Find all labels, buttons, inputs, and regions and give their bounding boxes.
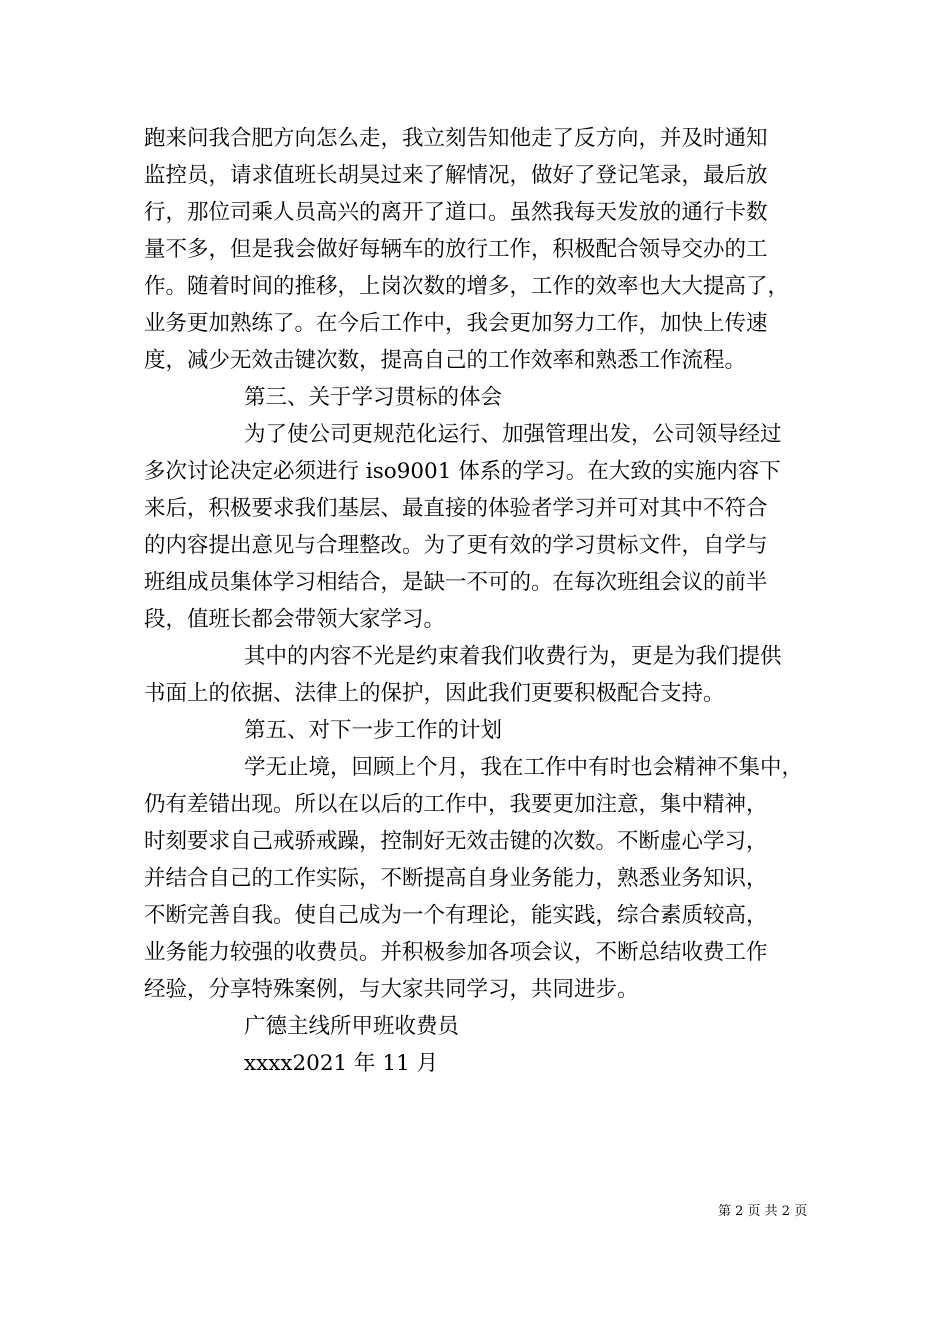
text-line: 多次讨论决定必须进行 iso9001 体系的学习。在大致的实施内容下 bbox=[144, 459, 781, 484]
text-line: 业务能力较强的收费员。并积极参加各项会议，不断总结收费工作 bbox=[144, 940, 768, 965]
text-line: 不断完善自我。使自己成为一个有理论，能实践，综合素质较高， bbox=[144, 903, 768, 928]
text-line: 并结合自己的工作实际，不断提高自身业务能力，熟悉业务知识， bbox=[144, 866, 768, 891]
text-line: 的内容提出意见与合理整改。为了更有效的学习贯标文件，自学与 bbox=[144, 533, 768, 558]
text-line: 监控员，请求值班长胡昊过来了解情况，做好了登记笔录，最后放 bbox=[144, 163, 768, 188]
signature-line: 广德主线所甲班收费员 bbox=[244, 1014, 460, 1039]
text-line: 行，那位司乘人员高兴的离开了道口。虽然我每天发放的通行卡数 bbox=[144, 200, 768, 225]
text-line: 跑来问我合肥方向怎么走，我立刻告知他走了反方向，并及时通知 bbox=[144, 126, 768, 151]
text-line: 经验，分享特殊案例，与大家共同学习，共同进步。 bbox=[144, 977, 639, 1002]
text-line: 量不多，但是我会做好每辆车的放行工作，积极配合领导交办的工 bbox=[144, 237, 768, 262]
text-line: 为了使公司更规范化运行、加强管理出发，公司领导经过 bbox=[244, 422, 782, 447]
page-number: 第 2 页 共 2 页 bbox=[718, 1204, 808, 1219]
text-line: 学无止境，回顾上个月，我在工作中有时也会精神不集中， bbox=[244, 755, 804, 780]
text-line: 来后，积极要求我们基层、最直接的体验者学习并可对其中不符合 bbox=[144, 496, 768, 521]
section-heading-5: 第五、对下一步工作的计划 bbox=[244, 718, 503, 743]
text-line: 书面上的依据、法律上的保护，因此我们更要积极配合支持。 bbox=[144, 681, 725, 706]
text-line: 时刻要求自己戒骄戒躁，控制好无效击键的次数。不断虚心学习， bbox=[144, 829, 768, 854]
section-heading-3: 第三、关于学习贯标的体会 bbox=[244, 385, 503, 410]
text-line: 段，值班长都会带领大家学习。 bbox=[144, 607, 446, 632]
text-line: 度，减少无效击键次数，提高自己的工作效率和熟悉工作流程。 bbox=[144, 348, 747, 373]
text-line: 作。随着时间的推移，上岗次数的增多，工作的效率也大大提高了， bbox=[144, 274, 790, 299]
document-body bbox=[144, 120, 824, 1082]
text-line: 业务更加熟练了。在今后工作中，我会更加努力工作，加快上传速 bbox=[144, 311, 768, 336]
text-line: 仍有差错出现。所以在以后的工作中，我要更加注意，集中精神， bbox=[144, 792, 768, 817]
text-line: 班组成员集体学习相结合，是缺一不可的。在每次班组会议的前半 bbox=[144, 570, 768, 595]
date-line: xxxx2021 年 11 月 bbox=[244, 1051, 439, 1076]
text-line: 其中的内容不光是约束着我们收费行为，更是为我们提供 bbox=[244, 644, 782, 669]
